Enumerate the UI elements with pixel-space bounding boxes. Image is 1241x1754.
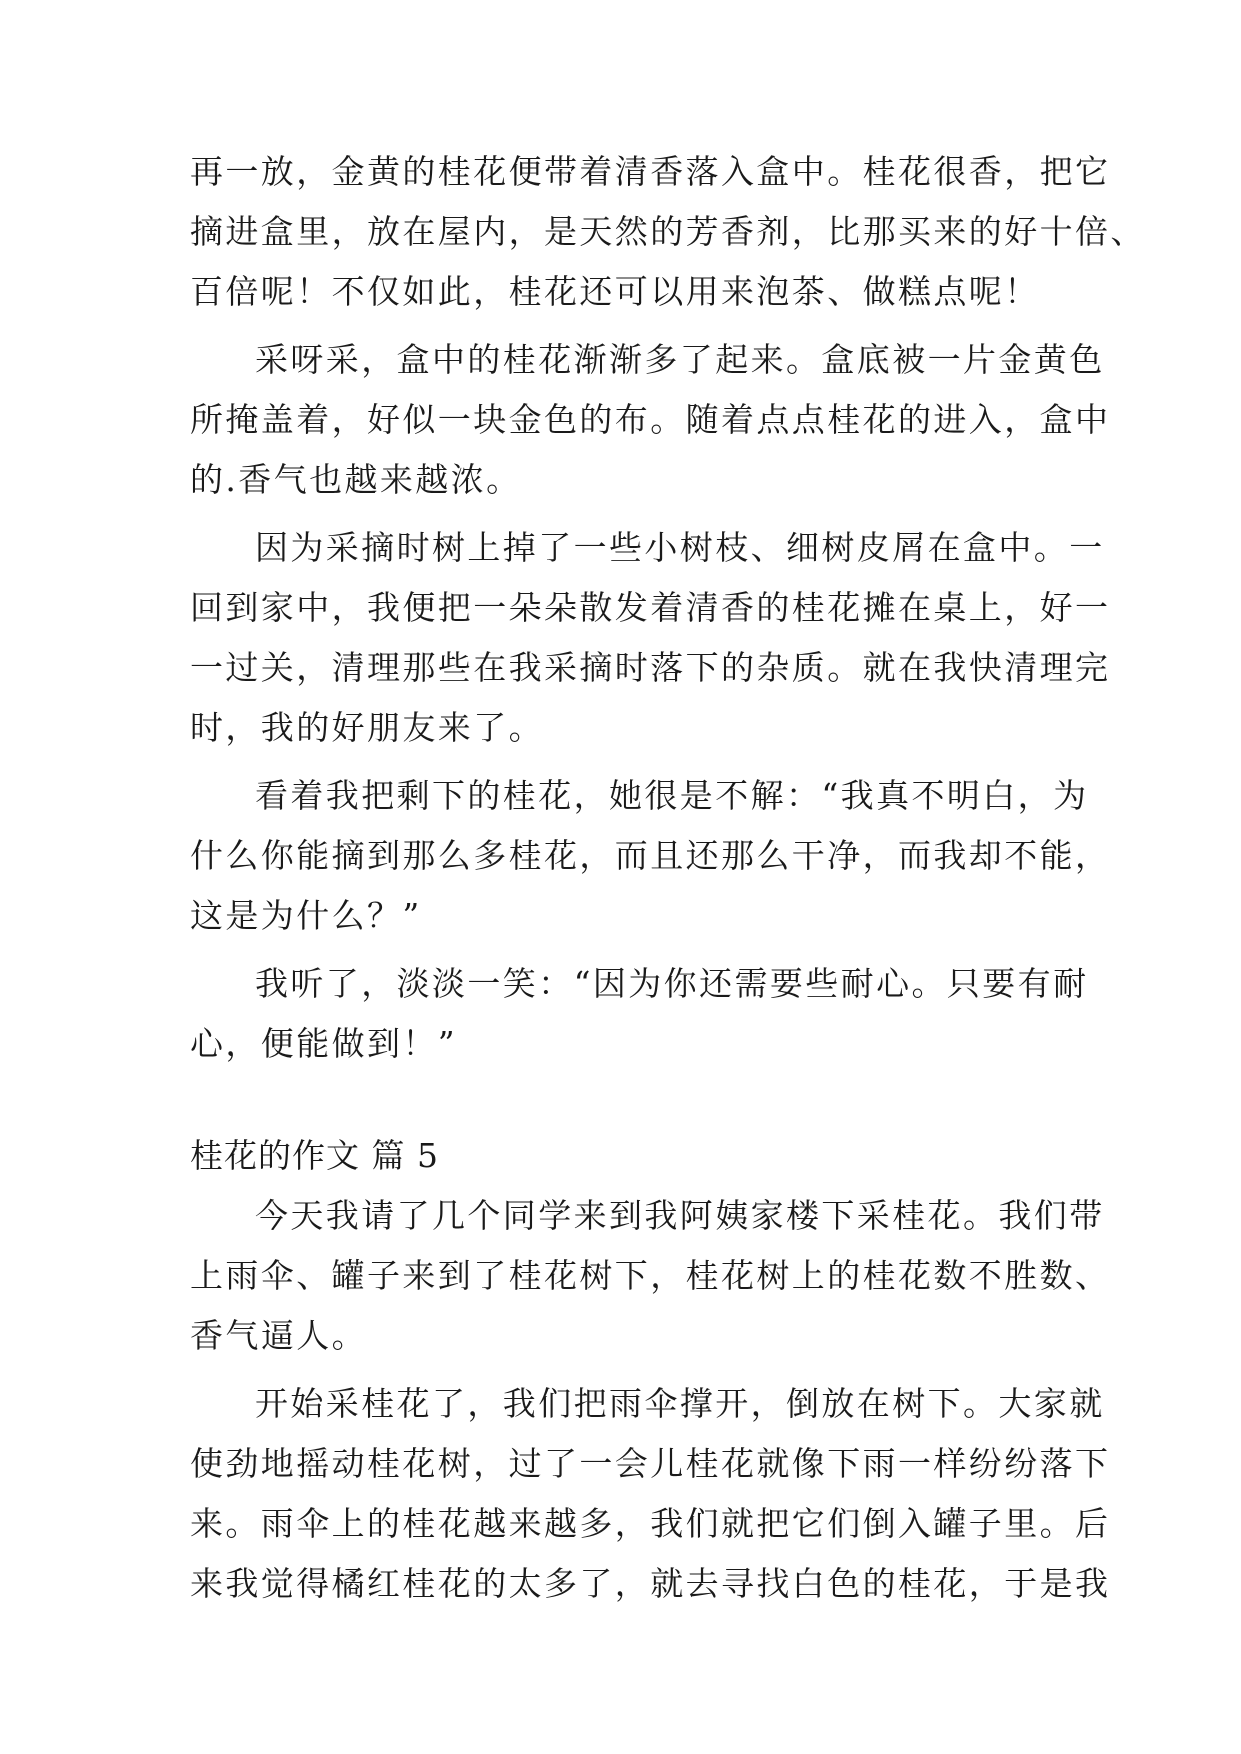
- paragraph-start: 今天我请了几个同学来到我阿姨家楼下采桂花。我们带: [255, 1196, 1105, 1235]
- text-line: 摘进盒里，放在屋内，是天然的芳香剂，比那买来的好十倍、: [190, 212, 1146, 251]
- text-line: 上雨伞、罐子来到了桂花树下，桂花树上的桂花数不胜数、: [190, 1256, 1111, 1295]
- paragraph-start: 采呀采，盒中的桂花渐渐多了起来。盒底被一片金黄色: [255, 340, 1105, 379]
- text-line: 香气逼人。: [190, 1316, 367, 1355]
- text-line: 来我觉得橘红桂花的太多了，就去寻找白色的桂花，于是我: [190, 1564, 1111, 1603]
- paragraph-start: 我听了，淡淡一笑：“因为你还需要些耐心。只要有耐: [255, 964, 1089, 1003]
- section-heading: 桂花的作文 篇 5: [190, 1136, 439, 1175]
- text-line: 来。雨伞上的桂花越来越多，我们就把它们倒入罐子里。后: [190, 1504, 1111, 1543]
- text-line: 回到家中，我便把一朵朵散发着清香的桂花摊在桌上，好一: [190, 588, 1111, 627]
- text-line: 时，我的好朋友来了。: [190, 708, 544, 747]
- text-line: 使劲地摇动桂花树，过了一会儿桂花就像下雨一样纷纷落下: [190, 1444, 1111, 1483]
- text-line: 心，便能做到！”: [190, 1024, 458, 1063]
- paragraph-start: 开始采桂花了，我们把雨伞撑开，倒放在树下。大家就: [255, 1384, 1105, 1423]
- text-line: 一过关，清理那些在我采摘时落下的杂质。就在我快清理完: [190, 648, 1111, 687]
- text-line: 百倍呢！不仅如此，桂花还可以用来泡茶、做糕点呢！: [190, 272, 1040, 311]
- paragraph-start: 看着我把剩下的桂花，她很是不解：“我真不明白，为: [255, 776, 1089, 815]
- text-line: 什么你能摘到那么多桂花，而且还那么干净，而我却不能，: [190, 836, 1111, 875]
- text-line: 再一放，金黄的桂花便带着清香落入盒中。桂花很香，把它: [190, 152, 1111, 191]
- text-line: 这是为什么？”: [190, 896, 422, 935]
- text-line: 的.香气也越来越浓。: [190, 460, 522, 499]
- text-line: 所掩盖着，好似一块金色的布。随着点点桂花的进入，盒中: [190, 400, 1111, 439]
- paragraph-start: 因为采摘时树上掉了一些小树枝、细树皮屑在盒中。一: [255, 528, 1105, 567]
